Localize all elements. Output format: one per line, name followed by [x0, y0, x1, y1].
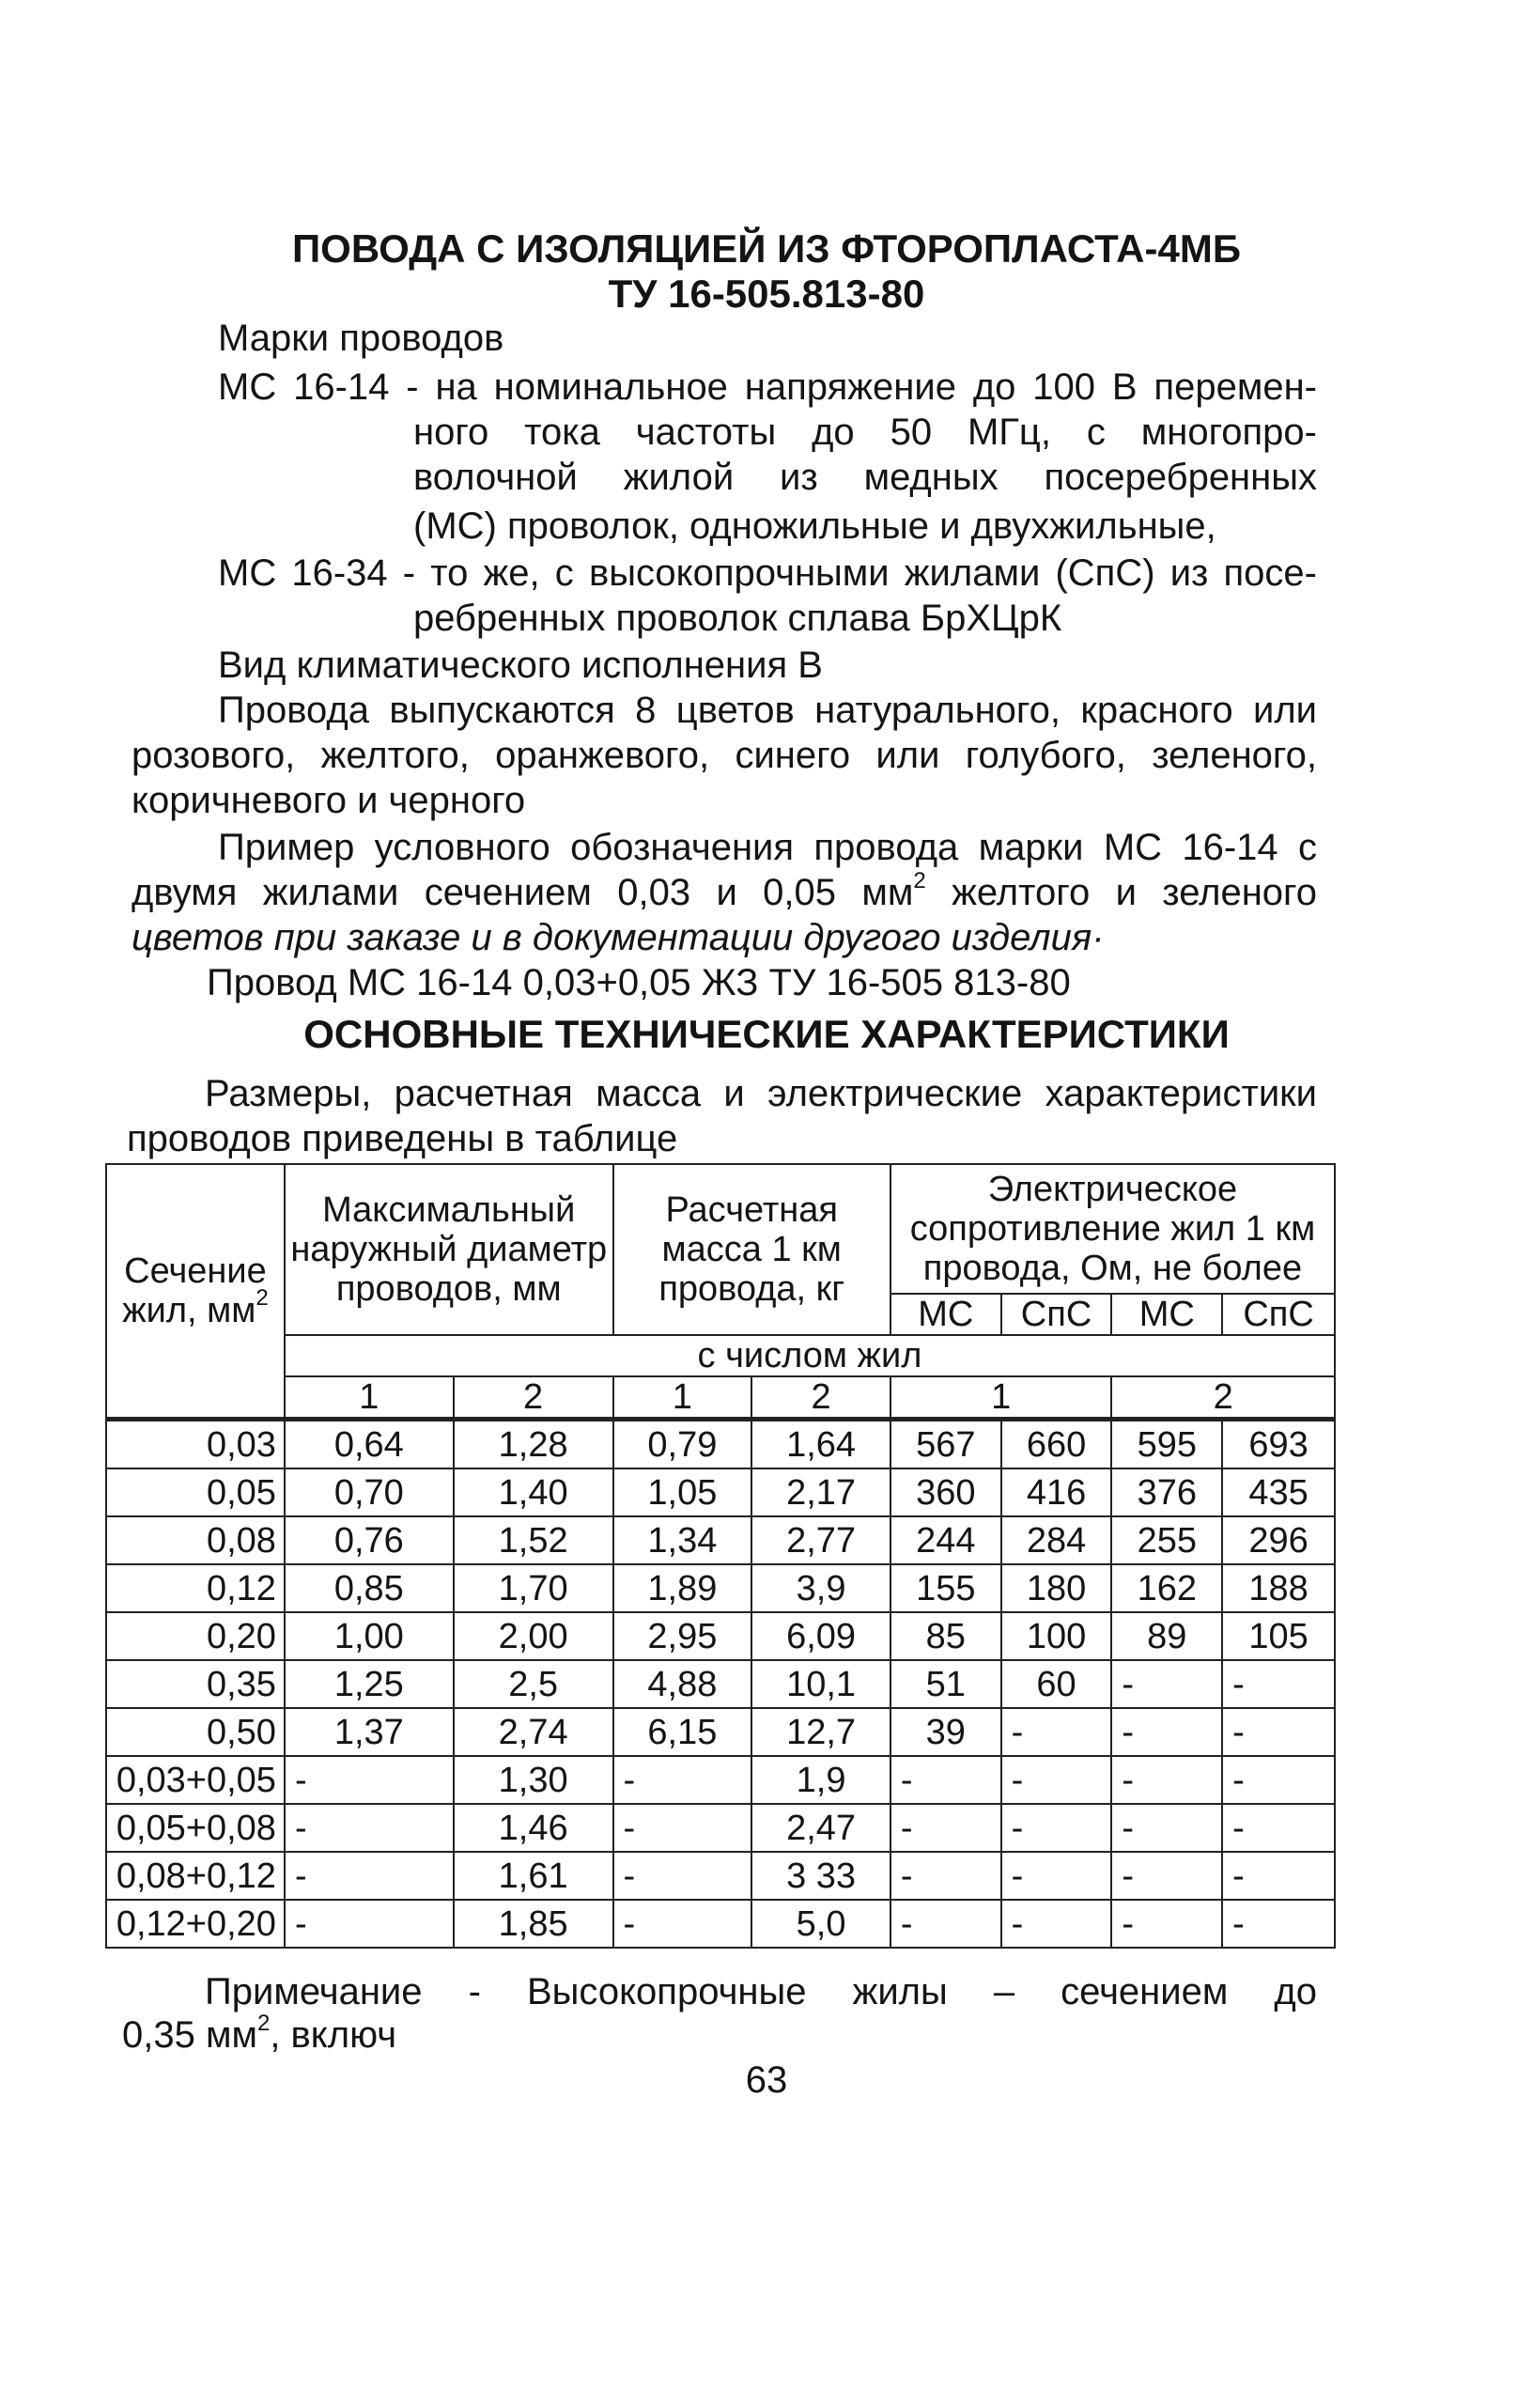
- header-mass: Расчетная масса 1 км провода, кг: [613, 1164, 890, 1335]
- table-cell: 2,95: [613, 1612, 752, 1660]
- table-cell: -: [890, 1852, 1001, 1900]
- table-cell: 89: [1111, 1612, 1222, 1660]
- table-cell-section: 0,35: [106, 1660, 285, 1708]
- mark-ms1614-line-3: волочной жилой из медных посеребренных: [413, 457, 1317, 498]
- note-line-1: Примечание - Высокопрочные жилы – сечением до: [205, 1971, 1317, 2012]
- table-cell-section: 0,20: [106, 1612, 285, 1660]
- table-cell: -: [1111, 1708, 1222, 1756]
- table-cell: 3,9: [751, 1564, 890, 1612]
- table-cell: 1,40: [454, 1468, 613, 1516]
- table-cell: -: [613, 1804, 752, 1852]
- document-title: ПОВОДА С ИЗОЛЯЦИЕЙ ИЗ ФТОРОПЛАСТА-4МБ: [291, 226, 1242, 271]
- mark-ms1614-line-2: ного тока частоты до 50 МГц, с многопро-: [413, 412, 1317, 453]
- table-cell: 4,88: [613, 1660, 752, 1708]
- table-cell: 595: [1111, 1420, 1222, 1469]
- table-cell: -: [613, 1756, 752, 1804]
- example-line-1: Пример условного обозначения провода марки МС 16-14 с: [218, 827, 1317, 868]
- table-cell: 2,5: [454, 1660, 613, 1708]
- table-cell: 6,15: [613, 1708, 752, 1756]
- table-row: [106, 1612, 1335, 1660]
- table-cell: 0,79: [613, 1420, 752, 1469]
- header-resistance-1-core: 1: [890, 1376, 1112, 1420]
- section-title: ОСНОВНЫЕ ТЕХНИЧЕСКИЕ ХАРАКТЕРИСТИКИ: [303, 1012, 1230, 1056]
- table-cell-section: 0,12: [106, 1564, 285, 1612]
- mark-ms1634-line-2: ребренных проволок сплава БрХЦрК: [413, 598, 1062, 639]
- header-diameter: Максимальный наружный диаметр проводов, мм: [285, 1164, 613, 1335]
- table-cell: 1,34: [613, 1516, 752, 1564]
- table-cell-section: 0,03+0,05: [106, 1756, 285, 1804]
- table-cell: -: [1222, 1900, 1335, 1948]
- table-cell: 1,52: [454, 1516, 613, 1564]
- climatic-version: Вид климатического исполнения В: [218, 645, 823, 686]
- colors-line-3: коричневого и черного: [132, 780, 526, 821]
- table-cell: 12,7: [751, 1708, 890, 1756]
- table-row: [106, 1468, 1335, 1516]
- table-cell: 0,64: [285, 1420, 454, 1469]
- table-cell: 284: [1001, 1516, 1112, 1564]
- table-body: [106, 1420, 1335, 1949]
- characteristics-table: [105, 1163, 1336, 1949]
- table-cell: -: [1222, 1852, 1335, 1900]
- table-cell: 85: [890, 1612, 1001, 1660]
- table-cell: 693: [1222, 1420, 1335, 1469]
- table-cell: 100: [1001, 1612, 1112, 1660]
- colors-line-1: Провода выпускаются 8 цветов натурального, красного или: [218, 690, 1317, 731]
- table-row: [106, 1756, 1335, 1804]
- header-sps: СпС: [1001, 1294, 1112, 1335]
- table-cell: 296: [1222, 1516, 1335, 1564]
- table-cell: -: [1111, 1852, 1222, 1900]
- table-cell: 60: [1001, 1660, 1112, 1708]
- table-cell: -: [1111, 1900, 1222, 1948]
- table-cell-section: 0,08+0,12: [106, 1852, 285, 1900]
- section-intro-line-2: проводов приведены в таблице: [127, 1118, 678, 1159]
- table-cell: 1,46: [454, 1804, 613, 1852]
- table-cell: -: [613, 1900, 752, 1948]
- table-cell: 2,17: [751, 1468, 890, 1516]
- example-designation: Провод МС 16-14 0,03+0,05 ЖЗ ТУ 16-505 813-80: [207, 962, 1071, 1003]
- table-cell: 376: [1111, 1468, 1222, 1516]
- table-cell: 1,89: [613, 1564, 752, 1612]
- table-cell: -: [285, 1756, 454, 1804]
- table-cell: 0,70: [285, 1468, 454, 1516]
- table-cell: -: [285, 1804, 454, 1852]
- table-row: [106, 1900, 1335, 1948]
- table-row: [106, 1852, 1335, 1900]
- table-cell: -: [1001, 1900, 1112, 1948]
- table-cell: -: [1222, 1660, 1335, 1708]
- header-resistance-2-cores: 2: [1111, 1376, 1335, 1420]
- header-mass-2-cores: 2: [751, 1376, 890, 1420]
- table-cell-section: 0,50: [106, 1708, 285, 1756]
- table-cell: 162: [1111, 1564, 1222, 1612]
- table-cell: 2,00: [454, 1612, 613, 1660]
- table-cell: 416: [1001, 1468, 1112, 1516]
- table-cell: 1,61: [454, 1852, 613, 1900]
- table-cell: 39: [890, 1708, 1001, 1756]
- header-cores: с числом жил: [285, 1335, 1335, 1376]
- header-sps: СпС: [1222, 1294, 1335, 1335]
- page-number: 63: [745, 2059, 788, 2101]
- header-ms: МС: [890, 1294, 1001, 1335]
- table-cell: -: [890, 1756, 1001, 1804]
- table-cell: 0,76: [285, 1516, 454, 1564]
- table-cell: 3 33: [751, 1852, 890, 1900]
- table-cell: 105: [1222, 1612, 1335, 1660]
- table-cell: 1,85: [454, 1900, 613, 1948]
- table-cell: -: [1001, 1708, 1112, 1756]
- section-intro-line-1: Размеры, расчетная масса и электрические характеристики: [205, 1073, 1317, 1114]
- table-cell: -: [1222, 1804, 1335, 1852]
- table-row: [106, 1660, 1335, 1708]
- table-cell: 1,9: [751, 1756, 890, 1804]
- table-cell: 5,0: [751, 1900, 890, 1948]
- header-resistance: Электрическое сопротивление жил 1 км провода, Ом, не более: [890, 1164, 1335, 1294]
- table-cell: 1,05: [613, 1468, 752, 1516]
- table-cell: 1,37: [285, 1708, 454, 1756]
- marks-heading: Марки проводов: [218, 318, 504, 359]
- table-cell: 188: [1222, 1564, 1335, 1612]
- example-line-3: цветов при заказе и в документации другого изделия·: [132, 917, 1105, 958]
- table-cell: 435: [1222, 1468, 1335, 1516]
- table-cell: -: [890, 1900, 1001, 1948]
- table-cell-section: 0,03: [106, 1420, 285, 1469]
- table-cell: 1,25: [285, 1660, 454, 1708]
- table-cell: -: [1001, 1804, 1112, 1852]
- table-cell: 1,00: [285, 1612, 454, 1660]
- table-cell: -: [1111, 1660, 1222, 1708]
- table-cell: 2,74: [454, 1708, 613, 1756]
- header-section: Сечение жил, $мм^2$: [106, 1164, 285, 1420]
- table-cell: -: [1111, 1756, 1222, 1804]
- table-cell: -: [1001, 1852, 1112, 1900]
- table-cell: 244: [890, 1516, 1001, 1564]
- table-cell: 360: [890, 1468, 1001, 1516]
- table-cell: -: [613, 1852, 752, 1900]
- table-cell: -: [1222, 1708, 1335, 1756]
- table-cell: 255: [1111, 1516, 1222, 1564]
- table-cell: 155: [890, 1564, 1001, 1612]
- table-cell: 660: [1001, 1420, 1112, 1469]
- table-cell: -: [890, 1804, 1001, 1852]
- table-cell-section: 0,05: [106, 1468, 285, 1516]
- table-cell: 180: [1001, 1564, 1112, 1612]
- table-row: [106, 1516, 1335, 1564]
- note-line-2: 0,35 $мм^2$, включ: [122, 2011, 397, 2056]
- table-cell-section: 0,05+0,08: [106, 1804, 285, 1852]
- colors-line-2: розового, желтого, оранжевого, синего или голубого, зеленого,: [132, 735, 1317, 776]
- table-cell-section: 0,12+0,20: [106, 1900, 285, 1948]
- header-ms: МС: [1111, 1294, 1222, 1335]
- table-row: [106, 1804, 1335, 1852]
- header-diameter-1-core: 1: [285, 1376, 454, 1420]
- table-row: [106, 1564, 1335, 1612]
- mark-ms1634-line-1: МС 16-34 - то же, с высокопрочными жилами (СпС) из посе-: [218, 552, 1317, 594]
- mark-ms1614-line-4: (МС) проволок, одножильные и двухжильные,: [413, 505, 1216, 547]
- example-line-2: двумя жилами сечением 0,03 и 0,05 $мм^2$ желтого и зеленого: [132, 868, 1317, 913]
- table-cell: 1,30: [454, 1756, 613, 1804]
- table-cell: -: [1222, 1756, 1335, 1804]
- table-cell: 2,77: [751, 1516, 890, 1564]
- characteristics-table-container: [105, 1163, 1336, 1949]
- header-diameter-2-cores: 2: [454, 1376, 613, 1420]
- table-cell: 1,70: [454, 1564, 613, 1612]
- table-cell: 10,1: [751, 1660, 890, 1708]
- table-cell: -: [285, 1852, 454, 1900]
- table-cell: 6,09: [751, 1612, 890, 1660]
- table-cell-section: 0,08: [106, 1516, 285, 1564]
- table-cell: 2,47: [751, 1804, 890, 1852]
- header-mass-1-core: 1: [613, 1376, 752, 1420]
- table-cell: -: [1001, 1756, 1112, 1804]
- mark-ms1614-line-1: МС 16-14 - на номинальное напряжение до 100 В перемен-: [218, 366, 1317, 408]
- table-row: [106, 1708, 1335, 1756]
- table-cell: -: [285, 1900, 454, 1948]
- table-cell: 51: [890, 1660, 1001, 1708]
- document-standard: ТУ 16-505.813-80: [608, 272, 925, 316]
- table-cell: -: [1111, 1804, 1222, 1852]
- table-cell: 0,85: [285, 1564, 454, 1612]
- table-row: [106, 1420, 1335, 1469]
- table-cell: 1,28: [454, 1420, 613, 1469]
- table-cell: 1,64: [751, 1420, 890, 1469]
- table-cell: 567: [890, 1420, 1001, 1469]
